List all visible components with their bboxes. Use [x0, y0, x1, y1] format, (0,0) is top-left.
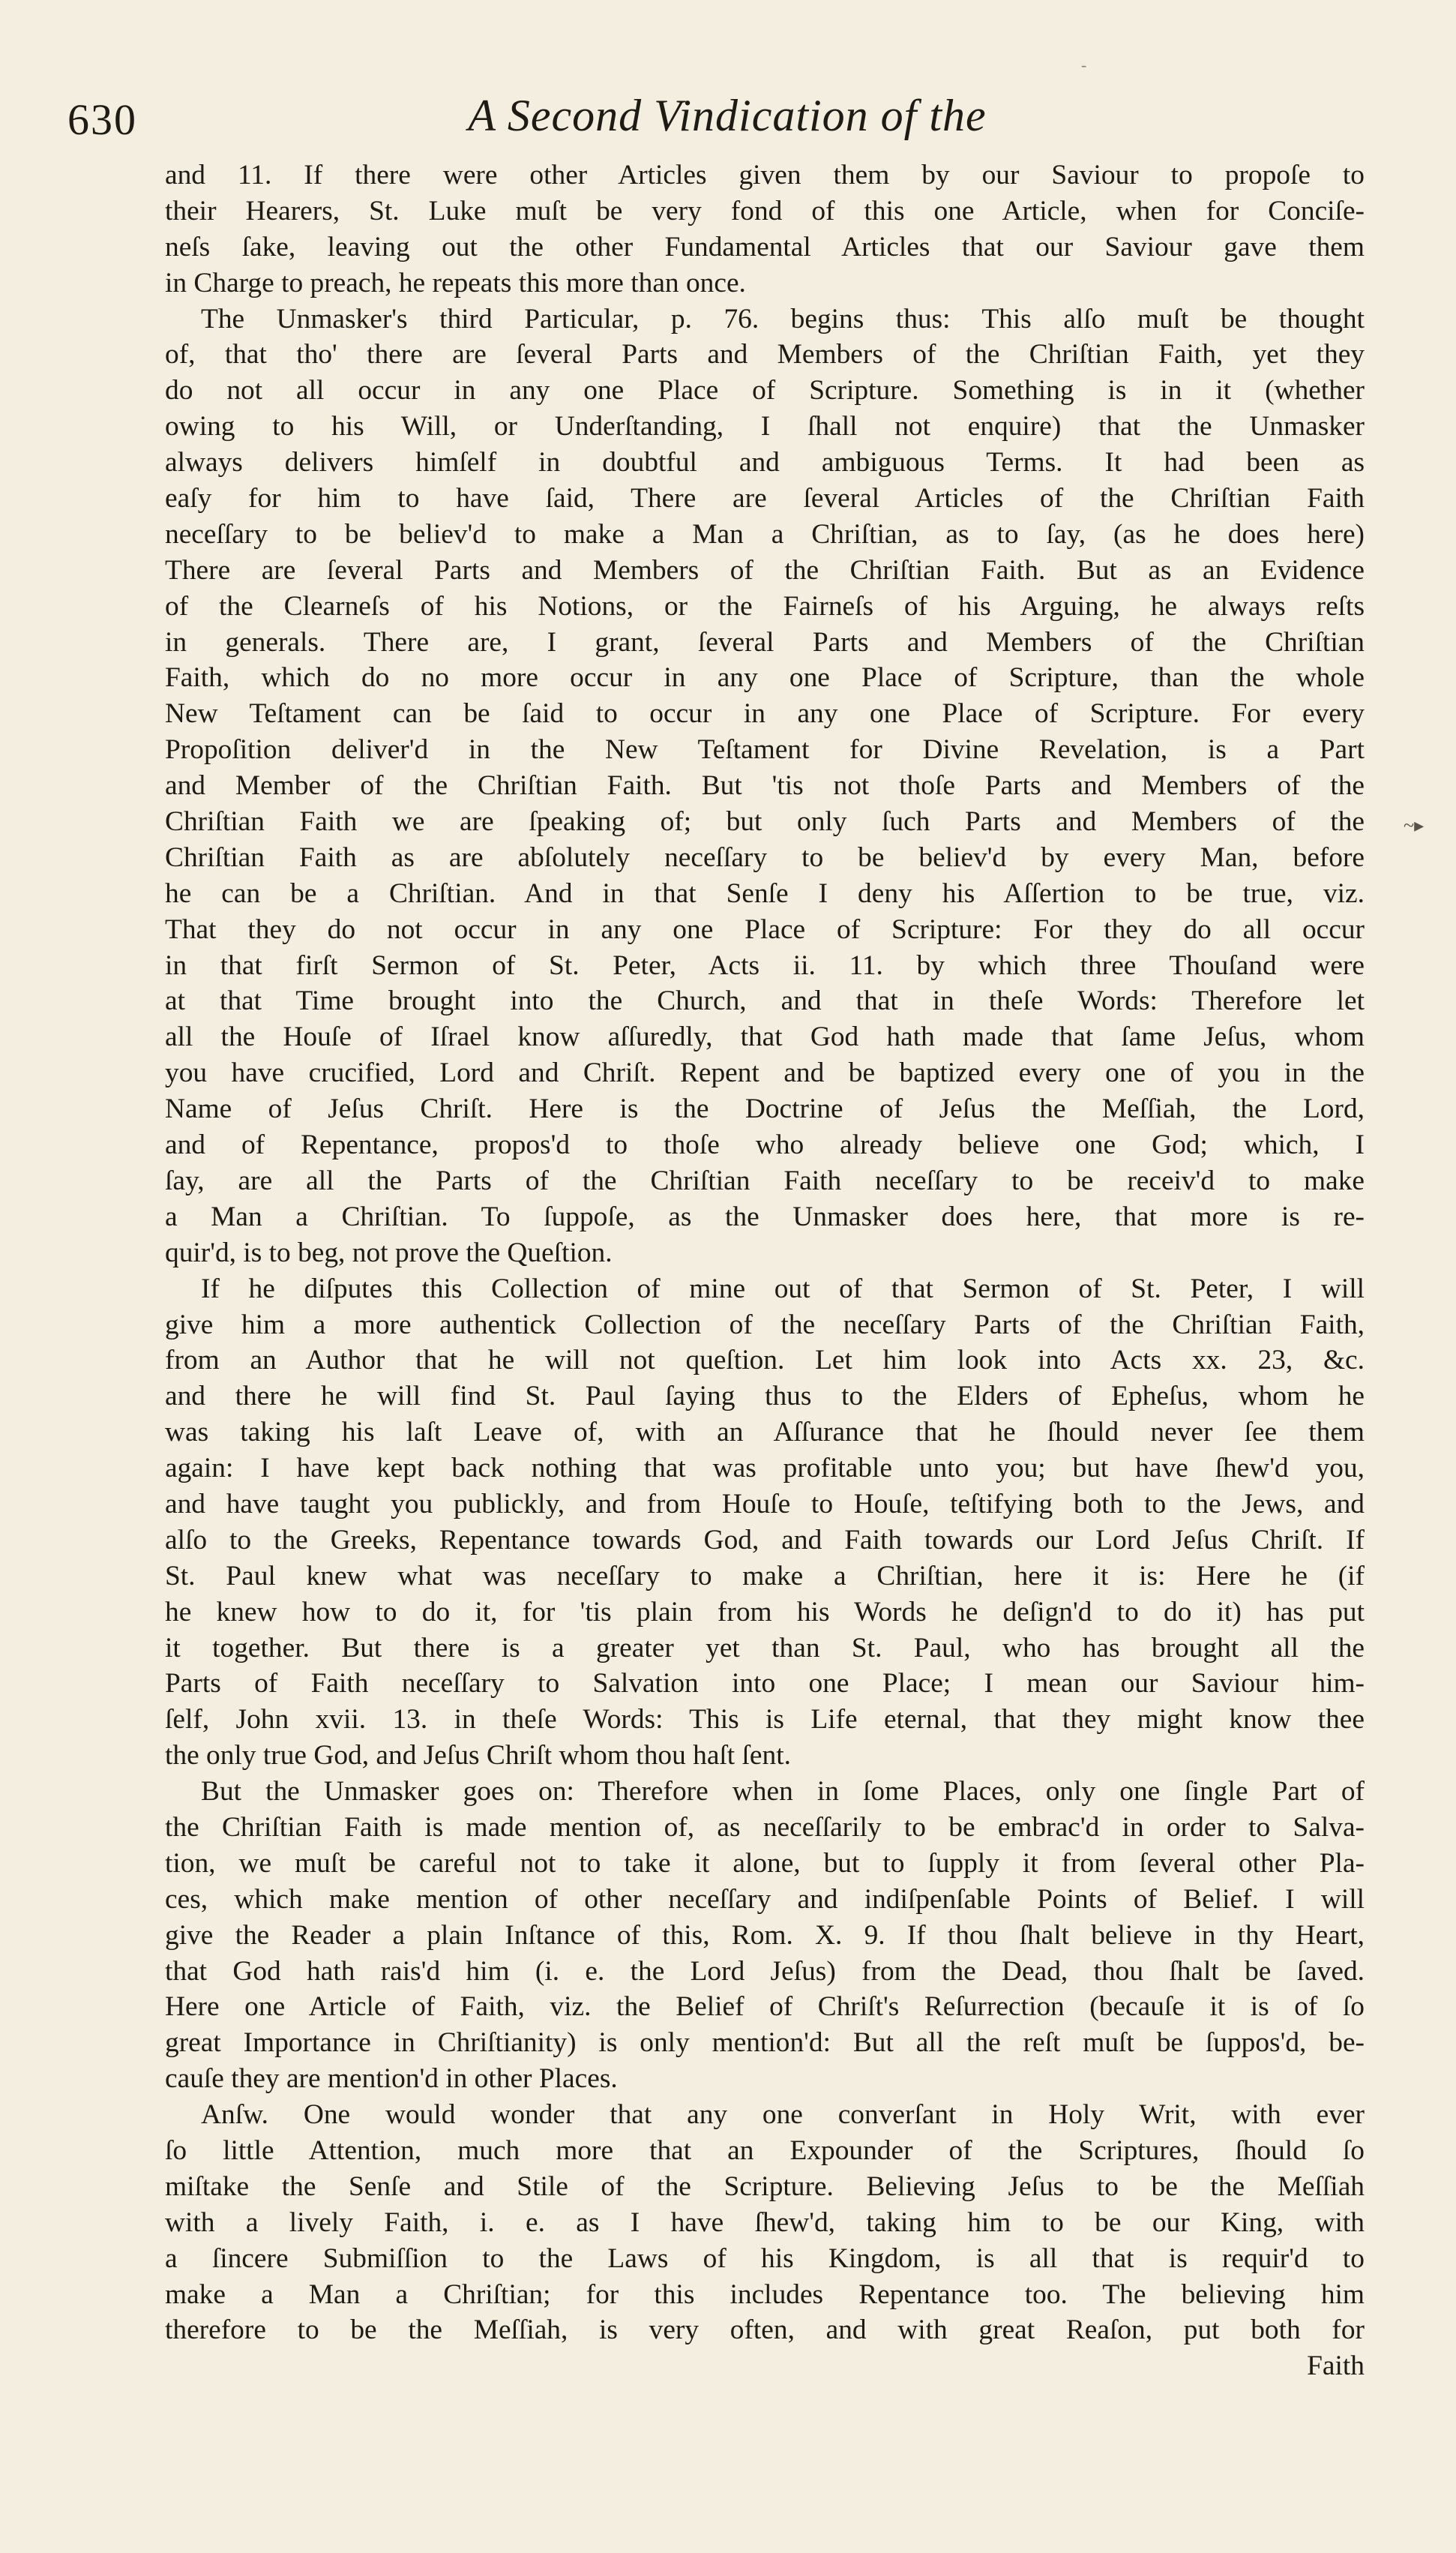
text-line: all the Houſe of Iſrael know aſſuredly, that God hath made that ſame Jeſus, whom: [165, 1022, 1365, 1053]
text-line: and 11. If there were other Articles given them by our Saviour to propoſe to: [165, 160, 1365, 190]
text-line: give him a more authentick Collection of the neceſſary Parts of the Chriſtian Faith,: [165, 1309, 1365, 1340]
margin-mark: ~▸: [1404, 814, 1425, 836]
text-line: ſelf, John xvii. 13. in theſe Words: This is Life eternal, that they might know thee: [165, 1704, 1365, 1736]
text-line: Anſw. One would wonder that any one converſant in Holy Writ, with ever: [201, 2099, 1365, 2131]
text-line: from an Author that he will not queſtion. Let him look into Acts xx. 23, &c.: [165, 1345, 1365, 1376]
text-line: was taking his laſt Leave of, with an Aſſurance that he ſhould never ſee them: [165, 1417, 1365, 1448]
catchword: Faith: [1307, 2350, 1365, 2382]
text-line: Name of Jeſus Chriſt. Here is the Doctrine of Jeſus the Meſſiah, the Lord,: [165, 1094, 1365, 1125]
page-header: [67, 90, 1387, 150]
text-line: eaſy for him to have ſaid, There are ſeveral Articles of the Chriſtian Faith: [165, 483, 1365, 514]
text-line: That they do not occur in any one Place of Scripture: For they do all occur: [165, 914, 1365, 945]
text-line: and have taught you publickly, and from Houſe to Houſe, teſtifying both to the Jews, and: [165, 1488, 1365, 1520]
text-line: Parts of Faith neceſſary to Salvation into one Place; I mean our Saviour him-: [165, 1668, 1365, 1700]
text-line: and there he will find St. Paul ſaying thus to the Elders of Epheſus, whom he: [165, 1381, 1365, 1412]
text-line: he can be a Chriſtian. And in that Senſe I deny his Aſſertion to be true, viz.: [165, 878, 1365, 909]
text-line: neſs ſake, leaving out the other Fundamental Articles that our Saviour gave them: [165, 231, 1365, 262]
text-line: There are ſeveral Parts and Members of the Chriſtian Faith. But as an Evidence: [165, 554, 1365, 586]
text-line: But the Unmasker goes on: Therefore when in ſome Places, only one ſingle Part of: [201, 1776, 1365, 1808]
page-number: 630: [67, 95, 137, 144]
text-line: The Unmasker's third Particular, p. 76. begins thus: This alſo muſt be thought: [201, 303, 1365, 334]
text-line: Here one Article of Faith, viz. the Belief of Chriſt's Reſurrection (becauſe it is of ſo: [165, 1991, 1365, 2023]
text-line: do not all occur in any one Place of Scripture. Something is in it (whether: [165, 375, 1365, 406]
text-line: cauſe they are mention'd in other Places.: [165, 2063, 618, 2095]
text-line: quir'd, is to beg, not prove the Queſtion.: [165, 1237, 613, 1268]
text-line: a ſincere Submiſſion to the Laws of his Kingdom, is all that is requir'd to: [165, 2242, 1365, 2274]
text-line: If he diſputes this Collection of mine out of that Sermon of St. Peter, I will: [201, 1273, 1365, 1304]
text-line: make a Man a Chriſtian; for this includes Repentance too. The believing him: [165, 2278, 1365, 2310]
running-head: A Second Vindication of the: [468, 91, 987, 140]
text-line: ſo little Attention, much more that an Expounder of the Scriptures, ſhould ſo: [165, 2134, 1365, 2166]
text-line: ces, which make mention of other neceſſary and indiſpenſable Points of Belief. I will: [165, 1883, 1365, 1915]
text-line: therefore to be the Meſſiah, is very often, and with great Reaſon, put both for: [165, 2314, 1365, 2346]
text-line: their Hearers, St. Luke muſt be very fond of this one Article, when for Conciſe-: [165, 195, 1365, 226]
text-line: St. Paul knew what was neceſſary to make a Chriſtian, here it is: Here he (if: [165, 1560, 1365, 1592]
text-line: the only true God, and Jeſus Chriſt whom thou haſt ſent.: [165, 1740, 791, 1772]
text-line: neceſſary to be believ'd to make a Man a Chriſtian, as to ſay, (as he does here): [165, 518, 1365, 550]
text-line: and Member of the Chriſtian Faith. But 'tis not thoſe Parts and Members of the: [165, 770, 1365, 802]
text-line: tion, we muſt be careful not to take it alone, but to ſupply it from ſeveral other Pla-: [165, 1847, 1365, 1879]
text-line: at that Time brought into the Church, and that in theſe Words: Therefore let: [165, 986, 1365, 1017]
text-line: of the Clearneſs of his Notions, or the Fairneſs of his Arguing, he always reſts: [165, 590, 1365, 622]
text-line: in generals. There are, I grant, ſeveral Parts and Members of the Chriſtian: [165, 626, 1365, 658]
text-line: Chriſtian Faith as are abſolutely neceſſary to be believ'd by every Man, before: [165, 842, 1365, 873]
text-line: Faith, which do no more occur in any one Place of Scripture, than the whole: [165, 662, 1365, 694]
text-line: with a lively Faith, i. e. as I have ſhew'd, taking him to be our King, with: [165, 2206, 1365, 2238]
text-line: ſay, are all the Parts of the Chriſtian Faith neceſſary to be receiv'd to make: [165, 1165, 1365, 1196]
text-line: it together. But there is a greater yet than St. Paul, who has brought all the: [165, 1632, 1365, 1664]
text-line: in Charge to preach, he repeats this more than once.: [165, 267, 746, 298]
body-text: [165, 158, 1365, 2384]
text-line: again: I have kept back nothing that was profitable unto you; but have ſhew'd you,: [165, 1453, 1365, 1484]
text-line: always delivers himſelf in doubtful and ambiguous Terms. It had been as: [165, 447, 1365, 478]
text-line: New Teſtament can be ſaid to occur in any one Place of Scripture. For every: [165, 698, 1365, 730]
text-line: great Importance in Chriſtianity) is only mention'd: But all the reſt muſt be ſuppos'd, be-: [165, 2027, 1365, 2059]
text-line: alſo to the Greeks, Repentance towards God, and Faith towards our Lord Jeſus Chriſt. If: [165, 1524, 1365, 1556]
text-line: Chriſtian Faith we are ſpeaking of; but only ſuch Parts and Members of the: [165, 806, 1365, 838]
text-line: a Man a Chriſtian. To ſuppoſe, as the Unmasker does here, that more is re-: [165, 1201, 1365, 1232]
text-line: the Chriſtian Faith is made mention of, as neceſſarily to be embrac'd in order to Salva-: [165, 1811, 1365, 1843]
text-line: he knew how to do it, for 'tis plain from his Words he deſign'd to do it) has put: [165, 1596, 1365, 1628]
text-line: of, that tho' there are ſeveral Parts and Members of the Chriſtian Faith, yet they: [165, 339, 1365, 370]
ink-speck: -: [1081, 56, 1087, 74]
text-line: in that firſt Sermon of St. Peter, Acts ii. 11. by which three Thouſand were: [165, 950, 1365, 981]
text-line: give the Reader a plain Inſtance of this, Rom. X. 9. If thou ſhalt believe in thy Heart,: [165, 1919, 1365, 1951]
text-line: you have crucified, Lord and Chriſt. Repent and be baptized every one of you in the: [165, 1058, 1365, 1089]
text-line: and of Repentance, propos'd to thoſe who already believe one God; which, I: [165, 1130, 1365, 1161]
text-line: Propoſition deliver'd in the New Teſtament for Divine Revelation, is a Part: [165, 734, 1365, 766]
text-line: owing to his Will, or Underſtanding, I ſhall not enquire) that the Unmasker: [165, 411, 1365, 442]
text-line: miſtake the Senſe and Stile of the Scripture. Believing Jeſus to be the Meſſiah: [165, 2170, 1365, 2202]
text-line: that God hath rais'd him (i. e. the Lord Jeſus) from the Dead, thou ſhalt be ſaved.: [165, 1955, 1365, 1987]
